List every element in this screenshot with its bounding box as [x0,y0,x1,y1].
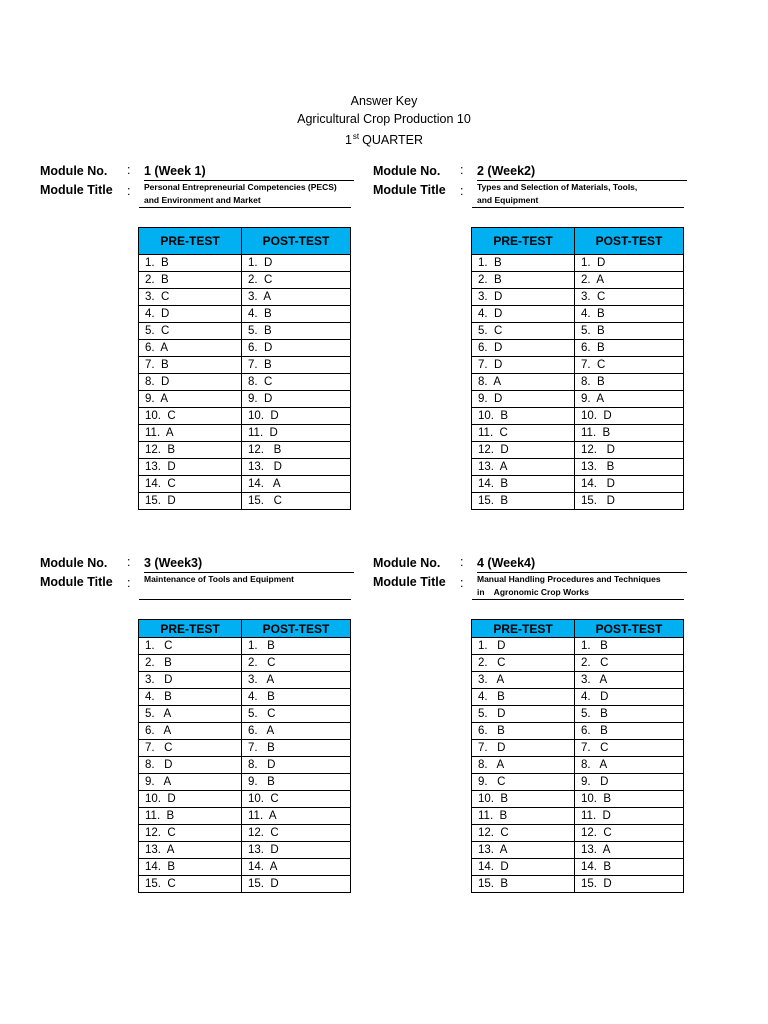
post-test-answer: 8. B [575,374,684,391]
post-test-header: POST-TEST [242,228,351,255]
title-underline [139,599,351,600]
module-title [477,181,687,206]
pre-test-answer: 13. A [472,842,575,859]
pre-test-answer: 1. C [139,638,242,655]
table-row [139,493,351,510]
table-row [472,459,684,476]
table-row [472,808,684,825]
table-row [472,757,684,774]
pre-test-answer: 1. B [139,255,242,272]
module-no-label: Module No. [373,164,441,178]
post-test-answer: 10. D [575,408,684,425]
post-test-answer: 12. C [575,825,684,842]
module-no-label: Module No. [40,556,108,570]
module-title-line: in Agronomic Crop Works [477,586,589,597]
post-test-answer: 11. B [575,425,684,442]
colon: : [460,555,464,569]
pre-test-answer: 1. D [472,638,575,655]
table-row [139,272,351,289]
post-test-answer: 3. A [575,672,684,689]
pre-test-answer: 6. D [472,340,575,357]
pre-test-answer: 3. D [472,289,575,306]
table-row [472,723,684,740]
post-test-answer: 4. B [242,306,351,323]
post-test-answer: 2. C [575,655,684,672]
pre-test-answer: 12. C [472,825,575,842]
pre-test-answer: 9. A [139,774,242,791]
pre-test-answer: 10. B [472,791,575,808]
table-row [472,408,684,425]
table-row [139,672,351,689]
pre-test-answer: 15. B [472,493,575,510]
post-test-answer: 6. D [242,340,351,357]
pre-test-answer: 5. C [472,323,575,340]
colon: : [460,163,464,177]
post-test-answer: 9. B [242,774,351,791]
pre-test-answer: 14. B [472,476,575,493]
module-week: 2 (Week2) [477,164,687,181]
table-row [472,876,684,893]
table-row [139,723,351,740]
post-test-answer: 15. D [242,876,351,893]
table-row [472,791,684,808]
module-block-4 [373,556,723,916]
post-test-answer: 7. C [575,357,684,374]
pre-test-answer: 6. B [472,723,575,740]
table-row [472,706,684,723]
table-row [472,391,684,408]
pre-test-answer: 3. A [472,672,575,689]
pre-test-answer: 2. B [472,272,575,289]
post-test-answer: 10. D [242,408,351,425]
post-test-answer: 6. B [575,340,684,357]
module-title-label: Module Title [40,183,113,197]
table-row [139,808,351,825]
table-row [472,672,684,689]
table-row [139,476,351,493]
quarter-line [0,128,768,149]
table-row [472,774,684,791]
pre-test-answer: 13. A [472,459,575,476]
post-test-answer: 11. D [575,808,684,825]
pre-test-answer: 7. B [139,357,242,374]
pre-test-answer: 7. D [472,740,575,757]
pre-test-answer: 11. C [472,425,575,442]
post-test-answer: 9. D [575,774,684,791]
post-test-answer: 3. C [575,289,684,306]
module-week: 3 (Week3) [144,556,354,573]
post-test-answer: 7. C [575,740,684,757]
pre-test-answer: 10. B [472,408,575,425]
title-underline [472,599,684,600]
module-title-line: Types and Selection of Materials, Tools, [477,182,638,192]
pre-test-answer: 10. C [139,408,242,425]
subject-title: Agricultural Crop Production 10 [297,112,471,126]
pre-test-answer: 9. C [472,774,575,791]
pre-test-answer: 8. D [139,374,242,391]
pre-test-answer: 12. D [472,442,575,459]
pre-test-header: PRE-TEST [139,620,242,638]
module-title [144,181,354,206]
module-no-label: Module No. [373,556,441,570]
table-row [139,442,351,459]
pre-test-answer: 10. D [139,791,242,808]
post-test-answer: 14. B [575,859,684,876]
table-row [472,859,684,876]
module-title [144,573,354,586]
answer-table [471,227,684,510]
post-test-answer: 13. A [575,842,684,859]
pre-test-answer: 4. B [139,689,242,706]
table-row [472,655,684,672]
table-row [472,272,684,289]
post-test-answer: 11. D [242,425,351,442]
pre-test-answer: 11. A [139,425,242,442]
pre-test-answer: 3. D [139,672,242,689]
post-test-answer: 3. A [242,672,351,689]
table-row [139,323,351,340]
table-row [472,425,684,442]
table-row [139,689,351,706]
table-row [139,706,351,723]
pre-test-answer: 12. B [139,442,242,459]
table-row [139,825,351,842]
pre-test-answer: 13. A [139,842,242,859]
post-test-answer: 8. C [242,374,351,391]
pre-test-answer: 9. D [472,391,575,408]
table-row [139,791,351,808]
module-week: 4 (Week4) [477,556,687,573]
pre-test-header: PRE-TEST [472,620,575,638]
table-row [139,340,351,357]
post-test-answer: 9. D [242,391,351,408]
post-test-answer: 14. A [242,476,351,493]
table-row [472,306,684,323]
pre-test-answer: 15. B [472,876,575,893]
title-underline [472,207,684,208]
table-row [472,740,684,757]
post-test-answer: 10. B [575,791,684,808]
answer-table [471,619,684,893]
post-test-answer: 13. D [242,842,351,859]
pre-test-answer: 6. A [139,723,242,740]
table-row [472,493,684,510]
post-test-answer: 14. A [242,859,351,876]
colon: : [127,163,131,177]
module-block-1 [40,164,390,524]
pre-test-answer: 1. B [472,255,575,272]
pre-test-answer: 15. C [139,876,242,893]
pre-test-answer: 14. C [139,476,242,493]
pre-test-answer: 5. A [139,706,242,723]
table-row [472,842,684,859]
table-row [139,774,351,791]
pre-test-answer: 14. D [472,859,575,876]
post-test-answer: 12. C [242,825,351,842]
post-test-answer: 2. C [242,655,351,672]
table-row [139,425,351,442]
pre-test-answer: 8. A [472,757,575,774]
table-row [139,842,351,859]
post-test-answer: 2. A [575,272,684,289]
module-week: 1 (Week 1) [144,164,354,181]
pre-test-answer: 12. C [139,825,242,842]
post-test-answer: 12. D [575,442,684,459]
table-row [472,825,684,842]
pre-test-answer: 13. D [139,459,242,476]
table-row [139,289,351,306]
module-title-line: Personal Entrepreneurial Competencies (PECS) [144,182,337,192]
post-test-answer: 4. D [575,689,684,706]
post-test-answer: 1. B [242,638,351,655]
post-test-answer: 6. A [242,723,351,740]
post-test-answer: 15. C [242,493,351,510]
post-test-answer: 5. C [242,706,351,723]
pre-test-answer: 8. D [139,757,242,774]
pre-test-answer: 15. D [139,493,242,510]
post-test-answer: 13. B [575,459,684,476]
post-test-answer: 3. A [242,289,351,306]
answer-table [138,619,351,893]
pre-test-answer: 7. D [472,357,575,374]
table-row [472,255,684,272]
post-test-answer: 5. B [575,323,684,340]
colon: : [127,555,131,569]
table-row [472,323,684,340]
post-test-header: POST-TEST [575,620,684,638]
document-header [0,92,768,149]
pre-test-answer: 6. A [139,340,242,357]
table-row [472,689,684,706]
post-test-answer: 10. C [242,791,351,808]
post-test-answer: 2. C [242,272,351,289]
table-row [139,740,351,757]
document-title: Answer Key [350,94,418,108]
pre-test-answer: 14. B [139,859,242,876]
table-row [139,757,351,774]
pre-test-header: PRE-TEST [139,228,242,255]
post-test-answer: 15. D [575,876,684,893]
module-block-2 [373,164,723,524]
table-row [139,655,351,672]
title-underline [139,207,351,208]
post-test-answer: 11. A [242,808,351,825]
pre-test-answer: 5. D [472,706,575,723]
post-test-header: POST-TEST [575,228,684,255]
post-test-answer: 1. B [575,638,684,655]
colon: : [127,576,131,590]
post-test-header: POST-TEST [242,620,351,638]
pre-test-answer: 9. A [139,391,242,408]
post-test-answer: 8. A [575,757,684,774]
pre-test-answer: 7. C [139,740,242,757]
table-row [139,357,351,374]
post-test-answer: 5. B [242,323,351,340]
module-title [477,573,687,598]
quarter-word: QUARTER [362,133,424,147]
table-row [139,859,351,876]
quarter-suffix: st [352,132,360,141]
module-title-line: Maintenance of Tools and Equipment [144,574,295,584]
module-title-line: and Environment and Market [144,194,261,205]
module-title-line: Manual Handling Procedures and Techniques [477,574,661,584]
table-row [139,408,351,425]
post-test-answer: 9. A [575,391,684,408]
module-title-line: and Equipment [477,194,539,205]
pre-test-answer: 2. C [472,655,575,672]
table-row [139,391,351,408]
module-title-label: Module Title [373,575,446,589]
table-row [472,340,684,357]
post-test-answer: 6. B [575,723,684,740]
pre-test-answer: 11. B [139,808,242,825]
post-test-answer: 1. D [242,255,351,272]
table-row [472,638,684,655]
table-row [139,306,351,323]
table-row [472,476,684,493]
module-title-label: Module Title [40,575,113,589]
table-row [139,374,351,391]
pre-test-answer: 4. B [472,689,575,706]
quarter-number: 1 [344,133,352,147]
pre-test-answer: 4. D [472,306,575,323]
post-test-answer: 13. D [242,459,351,476]
module-no-label: Module No. [40,164,108,178]
table-row [139,459,351,476]
pre-test-answer: 3. C [139,289,242,306]
table-row [139,876,351,893]
colon: : [460,184,464,198]
module-block-3 [40,556,390,916]
table-row [472,442,684,459]
post-test-answer: 12. B [242,442,351,459]
post-test-answer: 8. D [242,757,351,774]
pre-test-answer: 2. B [139,655,242,672]
colon: : [460,576,464,590]
module-title-label: Module Title [373,183,446,197]
pre-test-answer: 11. B [472,808,575,825]
table-row [472,357,684,374]
table-row [472,374,684,391]
post-test-answer: 7. B [242,740,351,757]
pre-test-header: PRE-TEST [472,228,575,255]
pre-test-answer: 5. C [139,323,242,340]
pre-test-answer: 8. A [472,374,575,391]
pre-test-answer: 4. D [139,306,242,323]
post-test-answer: 14. D [575,476,684,493]
post-test-answer: 1. D [575,255,684,272]
table-row [472,289,684,306]
pre-test-answer: 2. B [139,272,242,289]
post-test-answer: 7. B [242,357,351,374]
table-row [139,638,351,655]
post-test-answer: 15. D [575,493,684,510]
post-test-answer: 4. B [242,689,351,706]
post-test-answer: 4. B [575,306,684,323]
post-test-answer: 5. B [575,706,684,723]
table-row [139,255,351,272]
colon: : [127,184,131,198]
answer-table [138,227,351,510]
